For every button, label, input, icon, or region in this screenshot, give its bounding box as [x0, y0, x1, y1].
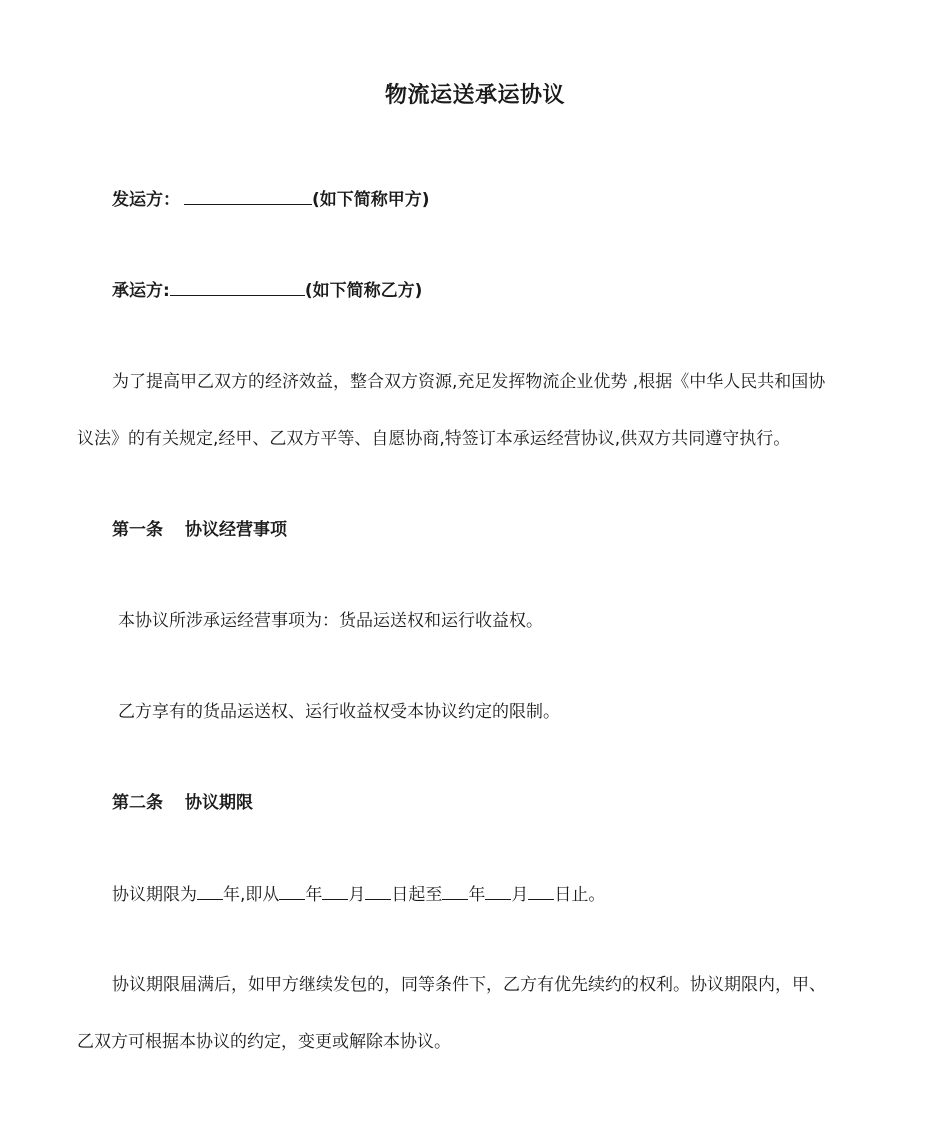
- term-blank-start-year: [279, 882, 305, 900]
- term-text-1: 协议期限为: [112, 885, 197, 905]
- term-text-7: 月: [511, 885, 529, 905]
- term-text-3: 年: [305, 885, 323, 905]
- term-text-8: 日止。: [554, 885, 606, 905]
- term-blank-start-day: [365, 882, 391, 900]
- carrier-suffix: (如下简称乙方): [304, 281, 423, 301]
- article-1-para-2: 乙方享有的货品运送权、运行收益权受本协议约定的限制。: [118, 702, 560, 722]
- shipper-blank: [184, 187, 312, 205]
- term-line: [112, 882, 605, 907]
- carrier-blank: [170, 278, 305, 296]
- article-1-number: 第一条: [112, 520, 163, 540]
- term-blank-end-month: [485, 882, 511, 900]
- carrier-label: 承运方:: [112, 281, 170, 301]
- term-text-2: 年,即从: [223, 885, 280, 905]
- document-title: 物流运送承运协议: [384, 83, 565, 108]
- article-2-title: 协议期限: [185, 793, 253, 813]
- term-text-4: 月: [348, 885, 366, 905]
- article-1-heading: [112, 518, 287, 542]
- term-text-5: 日起至: [391, 885, 443, 905]
- shipper-suffix: (如下简称甲方): [312, 190, 430, 210]
- term-blank-years: [197, 882, 223, 900]
- intro-line-2: 议法》的有关规定,经甲、乙双方平等、自愿协商,特签订本承运经营协议,供双方共同遵守执行。: [77, 429, 791, 449]
- term-blank-end-year: [442, 882, 468, 900]
- term-text-6: 年: [468, 885, 486, 905]
- shipper-label: 发运方：: [112, 190, 180, 210]
- intro-line-1: 为了提高甲乙双方的经济效益，整合双方资源,充足发挥物流企业优势 ,根据《中华人民共和国协: [112, 372, 826, 392]
- renewal-line-2: 乙双方可根据本协议的约定，变更或解除本协议。: [77, 1032, 451, 1052]
- article-2-heading: [112, 791, 253, 815]
- article-1-para-1: 本协议所涉承运经营事项为：货品运送权和运行收益权。: [118, 611, 543, 631]
- term-blank-end-day: [528, 882, 554, 900]
- article-1-title: 协议经营事项: [185, 520, 287, 540]
- article-2-number: 第二条: [112, 793, 163, 813]
- shipper-line: [112, 187, 430, 212]
- carrier-line: [112, 278, 422, 303]
- term-blank-start-month: [322, 882, 348, 900]
- renewal-line-1: 协议期限届满后，如甲方继续发包的，同等条件下，乙方有优先续约的权利。协议期限内，甲、: [112, 975, 826, 995]
